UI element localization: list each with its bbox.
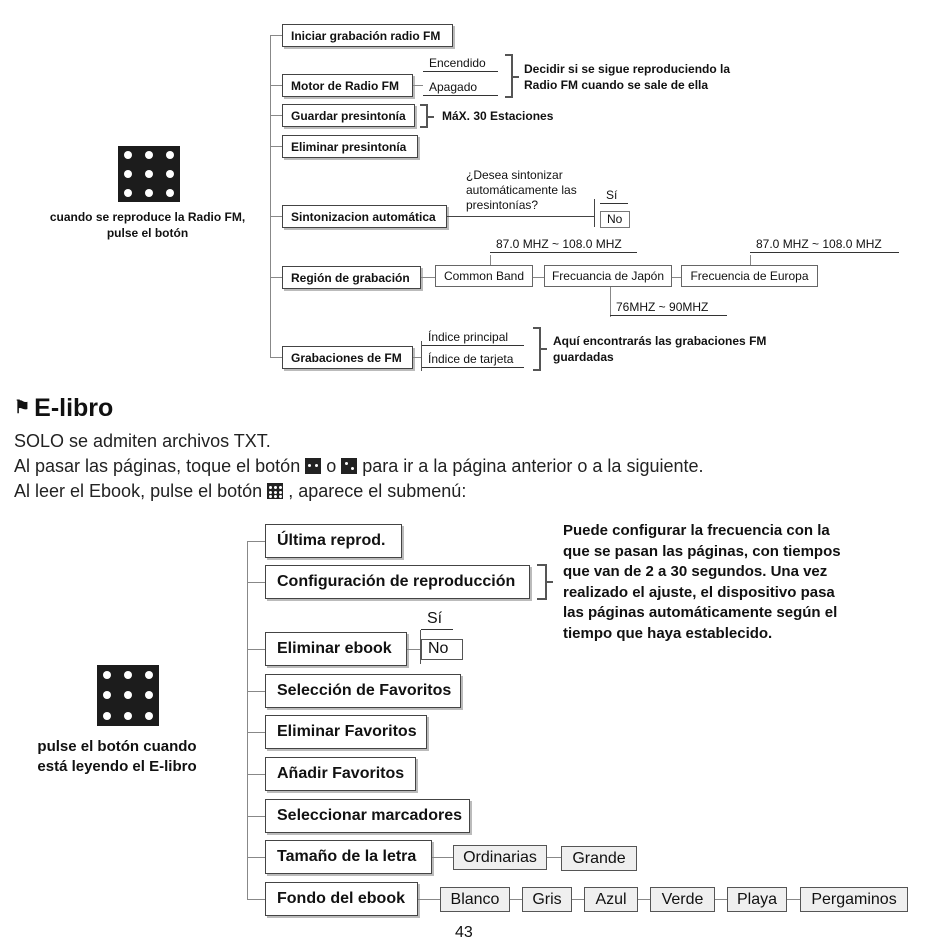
fm-button-caption: cuando se reproduce la Radio FM, pulse el botón [49, 210, 246, 240]
fm-europe-frequency: 87.0 MHZ ~ 108.0 MHZ [750, 237, 899, 253]
ebook-delete-item[interactable]: Eliminar ebook [265, 632, 407, 666]
fm-save-preset-note: MáX. 30 Estaciones [442, 109, 554, 123]
ebook-line-1: SOLO se admiten archivos TXT. [14, 431, 271, 451]
ebook-bg-parchment-option[interactable]: Pergaminos [800, 887, 908, 912]
fm-recordings-item[interactable]: Grabaciones de FM [282, 346, 413, 369]
ebook-select-favorites-item[interactable]: Selección de Favoritos [265, 674, 461, 708]
ebook-config-note: Puede configurar la frecuencia con la que se pasan las páginas, con tiempos que van de 2 a 30 segundos. Una vez realizado el ajuste, el dispositivo pasa las páginas automáticamente según el tiempo que haya establecido. [563, 522, 841, 642]
fm-start-recording-item[interactable]: Iniciar grabación radio FM [282, 24, 453, 47]
ebook-last-played-item[interactable]: Última reprod. [265, 524, 402, 558]
ebook-playback-config-item[interactable]: Configuración de reproducción [265, 565, 530, 599]
fm-motor-note: Decidir si se sigue reproduciendo la Radio FM cuando se sale de ella [524, 62, 731, 92]
ebook-select-bookmarks-item[interactable]: Seleccionar marcadores [265, 799, 470, 833]
menu-button-icon [118, 146, 180, 202]
ebook-delete-yes-option[interactable]: Sí [421, 610, 453, 630]
fm-region-europe-option[interactable]: Frecuencia de Europa [681, 265, 818, 287]
fm-autotune-question: ¿Desea sintonizar automáticamente las presintonías? [466, 168, 577, 212]
fm-region-japan-option[interactable]: Frecuancia de Japón [544, 265, 672, 287]
ebook-tree-spine [247, 541, 248, 899]
page-number: 43 [455, 924, 473, 941]
ebook-bg-white-option[interactable]: Blanco [440, 887, 510, 912]
ebook-bg-blue-option[interactable]: Azul [584, 887, 638, 912]
menu-button-small-icon [267, 483, 283, 499]
fm-japan-frequency: 76MHZ ~ 90MHZ [610, 300, 727, 316]
ebook-delete-favorites-item[interactable]: Eliminar Favoritos [265, 715, 427, 749]
fm-common-frequency: 87.0 MHZ ~ 108.0 MHZ [490, 237, 637, 253]
fm-index-main-option[interactable]: Índice principal [422, 330, 524, 346]
fm-recordings-note: Aquí encontrarás las grabaciones FM guardadas [553, 334, 767, 364]
ebook-heading: ⚑ E-libro [14, 394, 114, 422]
next-button-icon [341, 458, 357, 474]
ebook-config-bracket [537, 564, 547, 600]
ebook-delete-no-option[interactable]: No [421, 639, 463, 660]
fm-autotune-item[interactable]: Sintonizacion automática [282, 205, 447, 228]
fm-motor-off-option[interactable]: Apagado [423, 80, 498, 96]
ebook-line-2: Al pasar las páginas, toque el botón o para ir a la página anterior o a la siguiente. [14, 456, 704, 476]
ebook-bg-gray-option[interactable]: Gris [522, 887, 572, 912]
fm-radio-motor-item[interactable]: Motor de Radio FM [282, 74, 413, 97]
fm-motor-on-option[interactable]: Encendido [423, 56, 498, 72]
menu-button-icon [97, 665, 159, 726]
ebook-bg-beach-option[interactable]: Playa [727, 887, 787, 912]
ebook-font-size-item[interactable]: Tamaño de la letra [265, 840, 432, 874]
ebook-line-3: Al leer el Ebook, pulse el botón , aparece el submenú: [14, 481, 467, 501]
fm-save-preset-item[interactable]: Guardar presintonía [282, 104, 415, 127]
fm-index-card-option[interactable]: Índice de tarjeta [422, 352, 524, 368]
ebook-background-item[interactable]: Fondo del ebook [265, 882, 418, 916]
fm-delete-preset-item[interactable]: Eliminar presintonía [282, 135, 418, 158]
fm-autotune-no-option[interactable]: No [600, 211, 630, 228]
fm-recordings-bracket [533, 327, 541, 371]
ebook-add-favorites-item[interactable]: Añadir Favoritos [265, 757, 416, 791]
fm-motor-bracket [505, 54, 513, 98]
ebook-font-size-normal-option[interactable]: Ordinarias [453, 845, 547, 870]
fm-region-item[interactable]: Región de grabación [282, 266, 421, 289]
fm-region-common-option[interactable]: Common Band [435, 265, 533, 287]
fm-autotune-yes-option[interactable]: Sí [600, 188, 628, 204]
flag-icon: ⚑ [14, 397, 31, 417]
fm-tree-spine [270, 35, 271, 357]
ebook-button-caption: pulse el botón cuando está leyendo el E-libro [37, 738, 197, 775]
ebook-bg-green-option[interactable]: Verde [650, 887, 715, 912]
fm-save-preset-bracket [420, 104, 428, 128]
prev-button-icon [305, 458, 321, 474]
ebook-font-size-large-option[interactable]: Grande [561, 846, 637, 871]
